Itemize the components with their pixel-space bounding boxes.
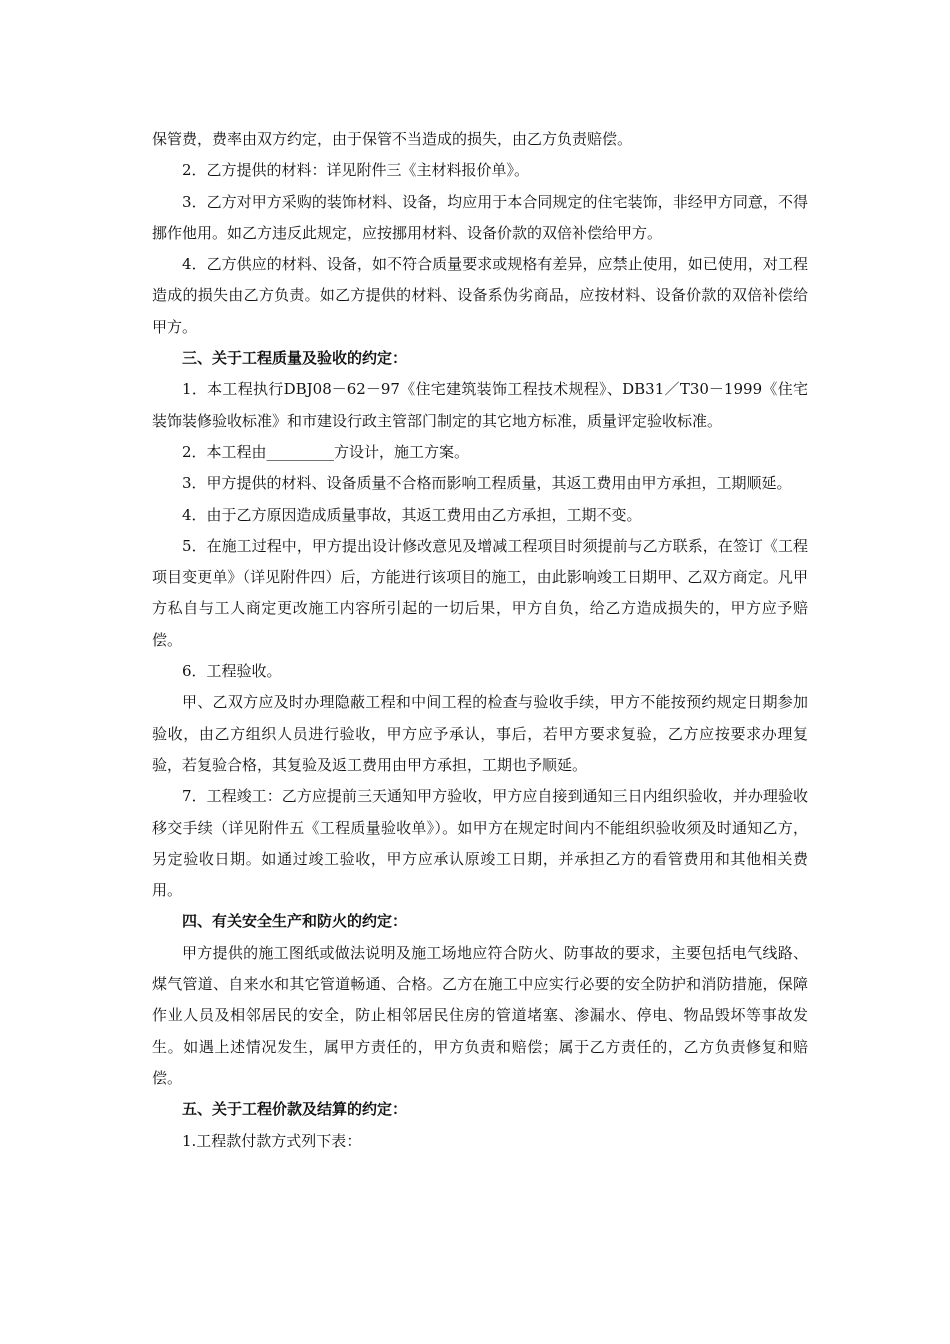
section-heading-safety: 四、有关安全生产和防火的约定： [182,912,408,931]
paragraph-quality-5: 5．在施工过程中，甲方提出设计修改意见及增减工程项目时须提前与乙方联系，在签订《工程项目变更单》（详见附件四）后，方能进行该项目的施工，由此影响竣工日期甲、乙双方商定。凡甲方私自与工人商定更改施工内容所引起的一切后果，甲方自负，给乙方造成损失的，甲方应予赔偿。 [152,536,808,649]
paragraph-quality-1: 1．本工程执行DBJ08－62－97《住宅建筑装饰工程技术规程》、DB31／T30－1999《住宅装饰装修验收标准》和市建设行政主管部门制定的其它地方标准，质量评定验收标准。 [152,380,808,430]
paragraph-acceptance-detail: 甲、乙双方应及时办理隐蔽工程和中间工程的检查与验收手续，甲方不能按预约规定日期参加验收，由乙方组织人员进行验收，甲方应予承认，事后，若甲方要求复验，乙方应按要求办理复验，若复验合格，其复验及返工费用由甲方承担，工期也予顺延。 [152,693,808,774]
document-page [152,124,808,1157]
paragraph-quality-6: 6．工程验收。 [182,662,282,681]
paragraph-quality-4: 4．由于乙方原因造成质量事故，其返工费用由乙方承担，工期不变。 [182,505,642,524]
paragraph-storage-fee: 保管费，费率由双方约定，由于保管不当造成的损失，由乙方负责赔偿。 [152,130,633,148]
paragraph-safety: 甲方提供的施工图纸或做法说明及施工场地应符合防火、防事故的要求，主要包括电气线路、煤气管道、自来水和其它管道畅通、合格。乙方在施工中应实行必要的安全防护和消防措施，保障作业人员及相邻居民的安全，防止相邻居民住房的管道堵塞、渗漏水、停电、物品毁坏等事故发生。如遇上述情况发生，属甲方责任的，甲方负责和赔偿；属于乙方责任的，乙方负责修复和赔偿。 [152,943,808,1087]
paragraph-clause-4-materials: 4．乙方供应的材料、设备，如不符合质量要求或规格有差异，应禁止使用，如已使用，对工程造成的损失由乙方负责。如乙方提供的材料、设备系伪劣商品，应按材料、设备价款的双倍补偿给甲方。 [152,255,808,336]
paragraph-quality-3: 3．甲方提供的材料、设备质量不合格而影响工程质量，其返工费用由甲方承担，工期顺延。 [182,474,792,493]
section-heading-quality: 三、关于工程质量及验收的约定： [182,349,408,368]
section-heading-payment: 五、关于工程价款及结算的约定： [182,1100,408,1119]
paragraph-clause-3-materials: 3．乙方对甲方采购的装饰材料、设备，均应用于本合同规定的住宅装饰，非经甲方同意，不得挪作他用。如乙方违反此规定，应按挪用材料、设备价款的双倍补偿给甲方。 [152,192,808,242]
paragraph-quality-2: 2．本工程由_________方设计，施工方案。 [182,442,470,461]
paragraph-clause-2-materials: 2．乙方提供的材料：详见附件三《主材料报价单》。 [182,161,530,180]
paragraph-payment-1: 1.工程款付款方式列下表： [182,1131,362,1150]
paragraph-quality-7: 7．工程竣工：乙方应提前三天通知甲方验收，甲方应自接到通知三日内组织验收，并办理验收移交手续（详见附件五《工程质量验收单》）。如甲方在规定时间内不能组织验收须及时通知乙方，另定验收日期。如通过竣工验收，甲方应承认原竣工日期，并承担乙方的看管费用和其他相关费用。 [152,787,808,900]
